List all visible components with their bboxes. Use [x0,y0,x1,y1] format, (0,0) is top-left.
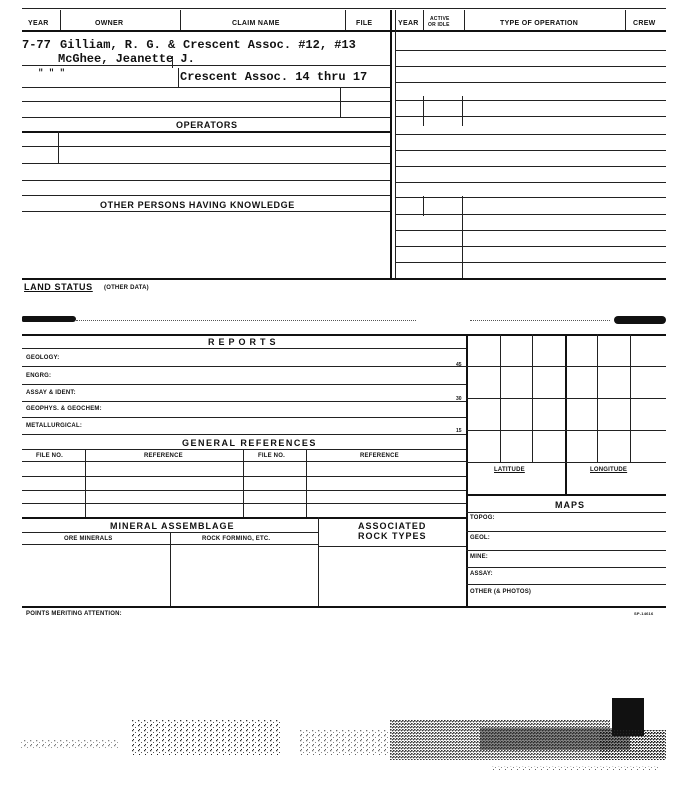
report-number-45: 45 [456,362,462,368]
header-crew: CREW [633,20,656,27]
entry-year: 7-77 [22,38,51,52]
maps-assay: ASSAY: [470,571,493,577]
main-divider [390,10,392,280]
header-claim-name: CLAIM NAME [232,20,280,27]
entry-ditto: " " " [38,68,66,78]
header-active: ACTIVE [430,16,450,22]
maps-other: OTHER (& PHOTOS) [470,589,532,595]
reports-heading: REPORTS [208,337,280,347]
land-status-sub: (OTHER DATA) [104,285,149,291]
points-meriting-attention: POINTS MERITING ATTENTION: [26,611,122,617]
entry-owner-1: Gilliam, R. G. & [60,38,176,52]
header-or-idle: OR IDLE [428,22,450,28]
form-code: SP-14616 [634,611,654,616]
report-number-30: 30 [456,396,462,402]
ref-file-no-2: FILE NO. [258,453,285,459]
header-owner: OWNER [95,20,124,27]
top-border [22,8,666,9]
land-status-heading: LAND STATUS [24,282,93,292]
entry-claim-2: Crescent Assoc. 14 thru 17 [180,70,368,84]
latitude-label: LATITUDE [494,467,525,473]
ref-reference-1: REFERENCE [144,453,183,459]
ref-file-no-1: FILE NO. [36,453,63,459]
report-geophys: GEOPHYS. & GEOCHEM: [26,406,102,412]
general-references-heading: GENERAL REFERENCES [182,438,317,448]
report-metallurgical: METALLURGICAL: [26,423,83,429]
report-assay: ASSAY & IDENT: [26,390,76,396]
report-engrg: ENGRG: [26,373,52,379]
entry-owner-2: McGhee, Jeanette J. [58,52,195,66]
maps-topog: TOPOG: [470,515,495,521]
reports-divider [466,334,468,606]
maps-geol: GEOL: [470,535,490,541]
ref-reference-2: REFERENCE [360,453,399,459]
report-geology: GEOLOGY: [26,355,60,361]
rock-types-heading: ROCK TYPES [358,531,427,541]
ore-minerals-label: ORE MINERALS [64,536,113,542]
other-persons-heading: OTHER PERSONS HAVING KNOWLEDGE [100,200,295,210]
associated-heading: ASSOCIATED [358,521,427,531]
header-rule [22,30,666,32]
ink-smudge-left [22,316,76,322]
scan-noise [0,690,678,790]
maps-heading: MAPS [555,500,586,510]
header-type-of-operation: TYPE OF OPERATION [500,20,579,27]
ink-smudge-right [614,316,666,324]
header-file: FILE [356,20,373,27]
header-year-2: YEAR [398,20,419,27]
report-number-15: 15 [456,428,462,434]
entry-claim-1: Crescent Assoc. #12, #13 [183,38,356,52]
rock-forming-label: ROCK FORMING, ETC. [202,536,271,542]
longitude-label: LONGITUDE [590,467,628,473]
operators-heading: OPERATORS [176,120,238,130]
header-year: YEAR [28,20,49,27]
mineral-assemblage-heading: MINERAL ASSEMBLAGE [110,521,235,531]
maps-mine: MINE: [470,554,488,560]
